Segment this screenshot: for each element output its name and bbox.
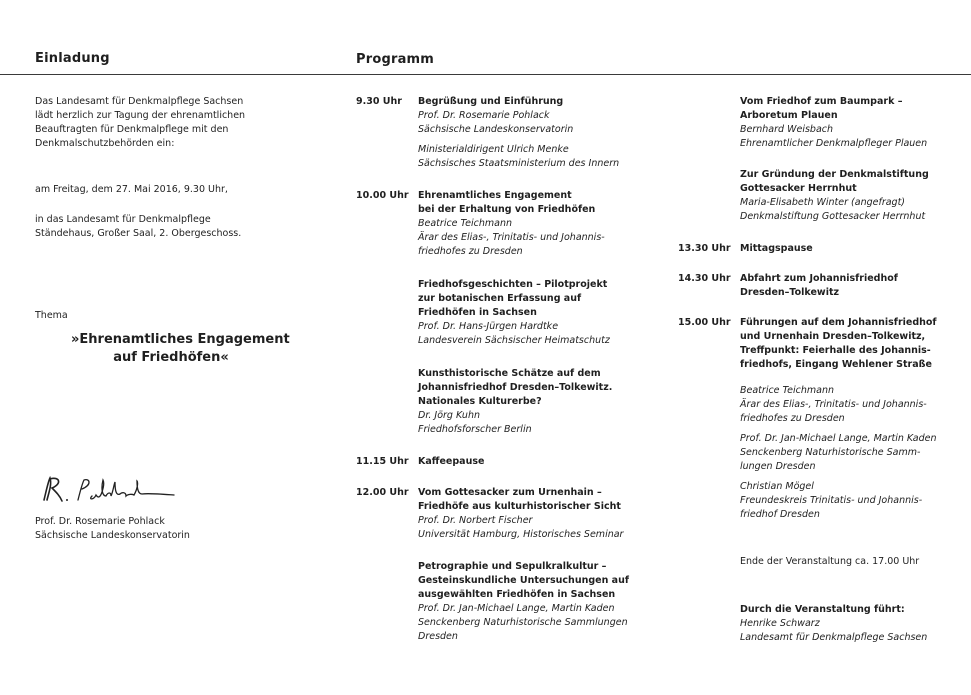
header-rule xyxy=(0,74,971,75)
intro-line: lädt herzlich zur Tagung der ehrenamtlichen xyxy=(35,110,246,121)
end-note xyxy=(740,555,955,569)
intro-text xyxy=(35,95,315,151)
affiliation: lungen Dresden xyxy=(740,461,816,472)
thema-title-line: auf Friedhöfen« xyxy=(113,350,229,365)
speaker: Prof. Dr. Jan-Michael Lange, Martin Kaden xyxy=(740,433,937,444)
date-line: am Freitag, dem 27. Mai 2016, 9.30 Uhr, xyxy=(35,184,228,195)
speaker: Henrike Schwarz xyxy=(740,618,820,629)
item-title: Mittagspause xyxy=(740,243,813,254)
item-title: Zur Gründung der Denkmalstiftung xyxy=(740,169,929,180)
time-label: 9.30 Uhr xyxy=(356,96,402,107)
affiliation: Senckenberg Naturhistorische Samm- xyxy=(740,447,921,458)
einladung-heading: Einladung xyxy=(35,51,110,66)
affiliation: friedhof Dresden xyxy=(740,509,820,520)
speaker: Ministerialdirigent Ulrich Menke xyxy=(418,144,569,155)
program-item xyxy=(418,367,633,437)
time-label: 14.30 Uhr xyxy=(678,273,731,284)
item-title: Führungen auf dem Johannisfriedhof xyxy=(740,317,937,328)
item-title: Kaffeepause xyxy=(418,456,485,467)
item-title: Arboretum Plauen xyxy=(740,110,838,121)
item-title: bei der Erhaltung von Friedhöfen xyxy=(418,204,596,215)
program-item xyxy=(740,242,955,256)
program-item xyxy=(418,189,633,259)
item-title: Dresden–Tolkewitz xyxy=(740,287,840,298)
time-label: 10.00 Uhr xyxy=(356,190,409,201)
speaker: Prof. Dr. Hans-Jürgen Hardtke xyxy=(418,321,559,332)
speaker: Bernhard Weisbach xyxy=(740,124,834,135)
guide-label: Durch die Veranstaltung führt: xyxy=(740,604,905,615)
end-text: Ende der Veranstaltung ca. 17.00 Uhr xyxy=(740,556,920,567)
item-title: Gottesacker Herrnhut xyxy=(740,183,857,194)
thema-label: Thema xyxy=(35,310,68,321)
item-title: friedhofs, Eingang Wehlener Straße xyxy=(740,359,932,370)
affiliation: Sächsische Landeskonservatorin xyxy=(418,124,574,135)
program-item xyxy=(418,278,633,348)
item-title: Nationales Kulturerbe? xyxy=(418,396,542,407)
item-title: Treffpunkt: Feierhalle des Johannis- xyxy=(740,345,931,356)
item-title: Vom Gottesacker zum Urnenhain – xyxy=(418,487,602,498)
signature xyxy=(38,474,178,508)
affiliation: Sächsisches Staatsministerium des Innern xyxy=(418,158,620,169)
speaker: Prof. Dr. Rosemarie Pohlack xyxy=(418,110,550,121)
affiliation: friedhofes zu Dresden xyxy=(740,413,845,424)
venue-text xyxy=(35,213,315,241)
item-title: und Urnenhain Dresden–Tolkewitz, xyxy=(740,331,926,342)
program-item xyxy=(740,316,955,522)
item-title: Gesteinskundliche Untersuchungen auf xyxy=(418,575,629,586)
item-title: Friedhöfe aus kulturhistorischer Sicht xyxy=(418,501,621,512)
signer-block xyxy=(35,515,295,543)
affiliation: Denkmalstiftung Gottesacker Herrnhut xyxy=(740,211,926,222)
affiliation: Landesamt für Denkmalpflege Sachsen xyxy=(740,632,928,643)
guide-block xyxy=(740,603,955,645)
program-item xyxy=(418,486,633,542)
intro-line: Beauftragten für Denkmalpflege mit den xyxy=(35,124,229,135)
program-item xyxy=(418,95,633,171)
thema-title-line: »Ehrenamtliches Engagement xyxy=(71,332,290,347)
item-title: Abfahrt zum Johannisfriedhof xyxy=(740,273,898,284)
speaker: Prof. Dr. Jan-Michael Lange, Martin Kaden xyxy=(418,603,615,614)
item-title: Johannisfriedhof Dresden–Tolkewitz. xyxy=(418,382,613,393)
venue-line: Ständehaus, Großer Saal, 2. Obergeschoss. xyxy=(35,228,242,239)
item-title: Friedhöfen in Sachsen xyxy=(418,307,537,318)
program-item xyxy=(740,95,955,151)
time-label: 15.00 Uhr xyxy=(678,317,731,328)
thema-title xyxy=(71,331,290,367)
affiliation: Friedhofsforscher Berlin xyxy=(418,424,532,435)
program-item xyxy=(740,272,955,300)
time-label: 12.00 Uhr xyxy=(356,487,409,498)
affiliation: Ärar des Elias-, Trinitatis- und Johannis- xyxy=(740,399,927,410)
time-label: 13.30 Uhr xyxy=(678,243,731,254)
venue-line: in das Landesamt für Denkmalpflege xyxy=(35,214,211,225)
program-item xyxy=(418,455,633,469)
signer-name: Prof. Dr. Rosemarie Pohlack xyxy=(35,516,165,527)
intro-line: Denkmalschutzbehörden ein: xyxy=(35,138,175,149)
speaker: Beatrice Teichmann xyxy=(740,385,835,396)
signature-graphic xyxy=(38,474,178,508)
affiliation: friedhofes zu Dresden xyxy=(418,246,523,257)
item-title: Petrographie und Sepulkralkultur – xyxy=(418,561,607,572)
program-item xyxy=(418,560,633,644)
item-title: Ehrenamtliches Engagement xyxy=(418,190,572,201)
item-title: Kunsthistorische Schätze auf dem xyxy=(418,368,601,379)
affiliation: Senckenberg Naturhistorische Sammlungen xyxy=(418,617,628,628)
item-title: Friedhofsgeschichten – Pilotprojekt xyxy=(418,279,608,290)
affiliation: Ärar des Elias-, Trinitatis- und Johannis- xyxy=(418,232,605,243)
item-title: zur botanischen Erfassung auf xyxy=(418,293,582,304)
item-title: Vom Friedhof zum Baumpark – xyxy=(740,96,903,107)
affiliation: Landesverein Sächsischer Heimatschutz xyxy=(418,335,610,346)
speaker: Prof. Dr. Norbert Fischer xyxy=(418,515,533,526)
time-label: 11.15 Uhr xyxy=(356,456,409,467)
speaker: Christian Mögel xyxy=(740,481,814,492)
affiliation: Universität Hamburg, Historisches Seminar xyxy=(418,529,624,540)
speaker: Maria-Elisabeth Winter (angefragt) xyxy=(740,197,906,208)
affiliation: Dresden xyxy=(418,631,458,642)
program-item xyxy=(740,168,955,224)
intro-line: Das Landesamt für Denkmalpflege Sachsen xyxy=(35,96,244,107)
speaker: Beatrice Teichmann xyxy=(418,218,513,229)
item-title: Begrüßung und Einführung xyxy=(418,96,564,107)
item-title: ausgewählten Friedhöfen in Sachsen xyxy=(418,589,616,600)
signer-title: Sächsische Landeskonservatorin xyxy=(35,530,190,541)
affiliation: Ehrenamtlicher Denkmalpfleger Plauen xyxy=(740,138,928,149)
speaker: Dr. Jörg Kuhn xyxy=(418,410,480,421)
programm-heading: Programm xyxy=(356,52,435,67)
affiliation: Freundeskreis Trinitatis- und Johannis- xyxy=(740,495,923,506)
